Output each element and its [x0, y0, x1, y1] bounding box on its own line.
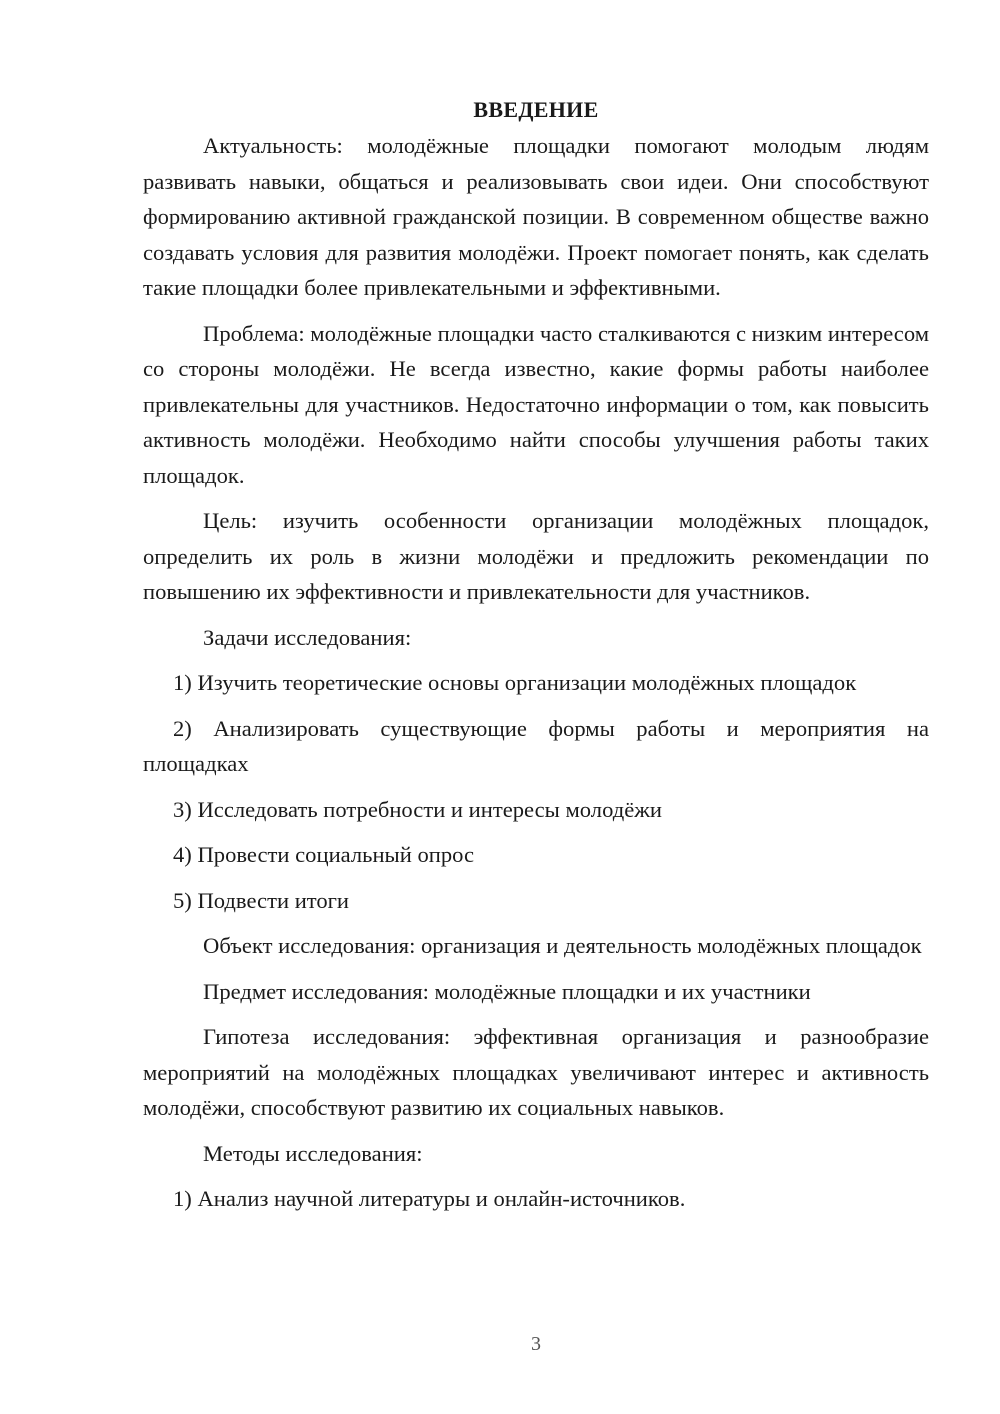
spacer [143, 918, 929, 928]
task-item-5: 5) Подвести итоги [173, 887, 350, 913]
spacer [143, 1126, 929, 1136]
spacer [143, 827, 929, 837]
spacer [143, 610, 929, 620]
page-number: 3 [531, 1333, 541, 1355]
paragraph-object: Объект исследования: организация и деятельность молодёжных площадок [203, 933, 922, 958]
paragraph-subject: Предмет исследования: молодёжные площадки и их участники [203, 978, 811, 1004]
task-item-2: 2) Анализировать существующие формы работы и мероприятия на площадках [143, 715, 929, 776]
spacer [143, 306, 929, 316]
task-item-4: 4) Провести социальный опрос [173, 842, 475, 867]
paragraph-relevance: Актуальность: молодёжные площадки помогают молодым людям развивать навыки, общаться и реализовывать свои идеи. Они способствуют формированию активной гражданской позиции. В современном обществе важно создавать условия для развития молодёжи. Проект помогает понять, как сделать такие площадки более привлекательными и эффективными. [143, 133, 929, 300]
spacer [143, 493, 929, 503]
spacer [143, 1009, 929, 1019]
paragraph-hypothesis: Гипотеза исследования: эффективная организация и разнообразие мероприятий на молодёжных площадках увеличивают интерес и активность молодёжи, способствуют развитию их социальных навыков. [143, 1024, 929, 1120]
tasks-heading: Задачи исследования: [203, 624, 412, 650]
task-item-1: 1) Изучить теоретические основы организации молодёжных площадок [173, 670, 857, 695]
paragraph-goal: Цель: изучить особенности организации молодёжных площадок, определить их роль в жизни молодёжи и предложить рекомендации по повышению их эффективности и привлекательности для участников. [143, 508, 929, 604]
spacer [143, 782, 929, 792]
spacer [143, 701, 929, 711]
paragraph-problem: Проблема: молодёжные площадки часто сталкиваются с низким интересом со стороны молодёжи. Не всегда известно, какие формы работы наиболее привлекательны для участников. Недостаточно информации о том, как повысить активность молодёжи. Необходимо найти способы улучшения работы таких площадок. [143, 320, 929, 488]
spacer [143, 1171, 929, 1181]
task-item-3: 3) Исследовать потребности и интересы молодёжи [173, 796, 662, 822]
methods-heading: Методы исследования: [203, 1140, 423, 1166]
section-title: ВВЕДЕНИЕ [473, 97, 599, 122]
spacer [143, 964, 929, 974]
document-page [143, 92, 929, 1217]
spacer [143, 873, 929, 883]
spacer [143, 655, 929, 665]
method-item-1: 1) Анализ научной литературы и онлайн-источников. [173, 1186, 686, 1211]
